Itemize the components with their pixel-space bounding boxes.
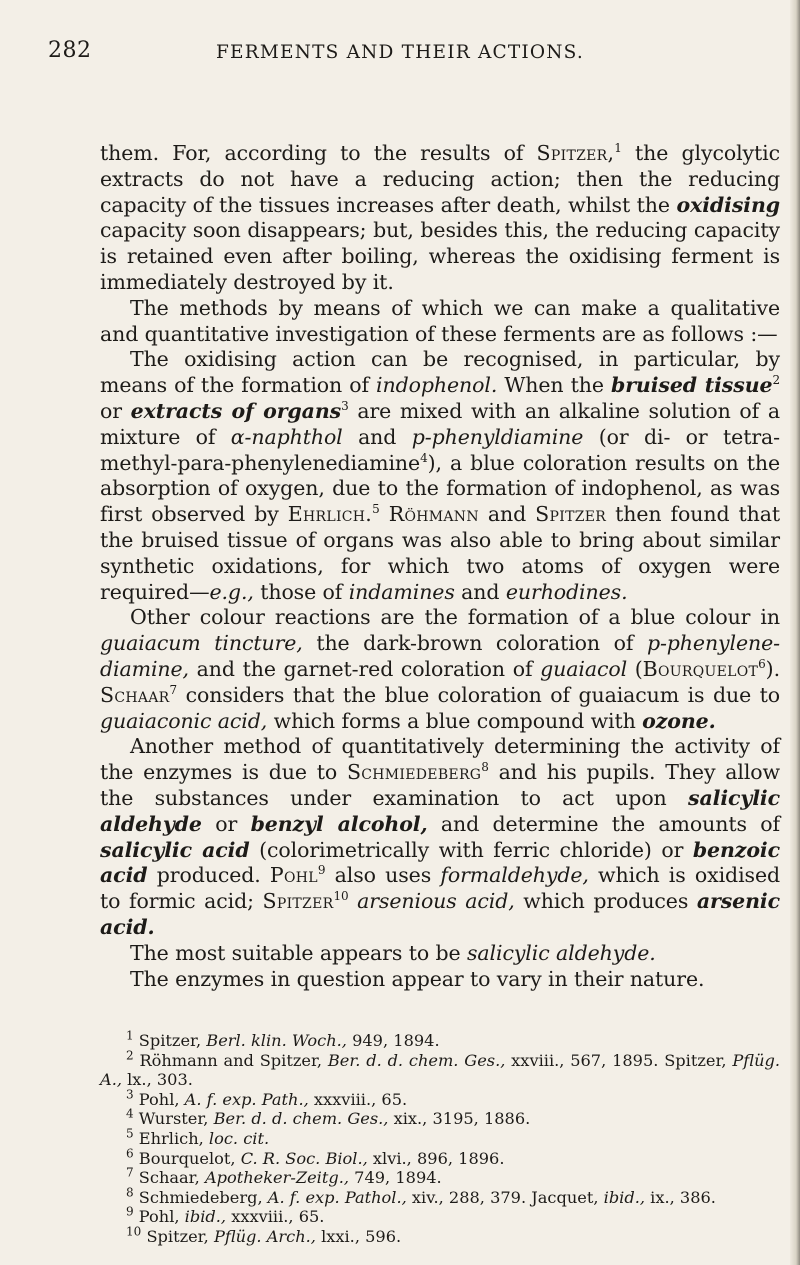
text-run: Pohl, (138, 1207, 185, 1227)
term: guaiacum tincture, (100, 631, 303, 656)
text-run: xix., 3195, 1886. (388, 1109, 531, 1129)
emphasis: ozone. (642, 708, 716, 733)
text-run: and the garnet-red coloration of (188, 656, 541, 681)
emphasis: oxidising (676, 192, 780, 217)
text-run: (colorimetrically with ferric chloride) or (249, 837, 693, 862)
footnote-9 (100, 1204, 780, 1227)
author-name: Pohl (269, 863, 318, 888)
text-run: and (342, 424, 412, 449)
text-run: xlvi., 896, 1896. (367, 1148, 505, 1168)
text-run: Schmiedeberg, (138, 1187, 268, 1207)
author-name: Schaar (100, 682, 170, 707)
paragraph-3 (100, 347, 780, 605)
author-name: Spitzer (535, 502, 607, 527)
author-name: Röhmann (388, 502, 479, 527)
text-run: Other colour reactions are the formation of a blue colour in (130, 605, 780, 630)
footnote-ref: 4 (420, 450, 428, 465)
footnote-8 (100, 1185, 780, 1208)
text-run: ). (765, 656, 780, 681)
footnote-5 (100, 1126, 780, 1149)
author-name: Bourquelot (642, 656, 759, 681)
text-run: produced. (147, 863, 270, 888)
text-run: then found that the bruised tissue of organs was also able to bring about similar synthetic oxidations, for which two atoms of oxygen were required— (100, 502, 780, 604)
text-run: ( (627, 656, 643, 681)
text-run: those of (253, 579, 349, 604)
journal: ibid., (603, 1187, 646, 1207)
author-name: Spitzer, (536, 141, 615, 165)
footnote-number: 5 (126, 1126, 134, 1141)
text-run: which forms a blue compound with (267, 708, 643, 733)
main-text (100, 141, 780, 992)
page-header (0, 38, 800, 68)
journal: C. R. Soc. Biol., (240, 1148, 368, 1168)
text-run: lxxi., 596. (315, 1226, 402, 1246)
text-run: also uses (325, 863, 441, 888)
text-run: 949, 1894. (346, 1031, 440, 1050)
paragraph-7: The enzymes in question appear to vary in their nature. (130, 966, 705, 991)
emphasis: arsenic acid. (100, 889, 780, 939)
footnote-1 (100, 1028, 780, 1051)
term: α-naphthol (230, 424, 343, 449)
text-run: ), a blue coloration results on the absorption of oxygen, due to the formation of indophenol, as was first observed by (100, 450, 780, 527)
text-run: Schaar, (138, 1168, 205, 1188)
author-name: Schmiedeberg (346, 760, 482, 785)
paragraph-5 (100, 734, 780, 940)
text-run: capacity soon disappears; but, besides this, the reducing capacity is retained even after boiling, whereas the oxidising ferment is immediately destroyed by it. (100, 218, 780, 294)
text-run: 749, 1894. (349, 1168, 442, 1188)
footnote-number: 4 (126, 1106, 134, 1121)
paragraph-1 (100, 141, 780, 296)
journal: Pflüg. A., (100, 1050, 780, 1090)
text-run: Spitzer, (146, 1226, 214, 1246)
text-run: which produces (514, 889, 697, 914)
text-run: xxxviii., 65. (226, 1207, 325, 1227)
footnote-number: 8 (126, 1185, 134, 1200)
footnote-number: 3 (126, 1087, 134, 1102)
text-run: and his pupils. They allow the substances under examination to act upon (100, 760, 780, 810)
footnote-number: 9 (126, 1204, 134, 1219)
term: indophenol. (376, 373, 498, 398)
text-run: xxxviii., 65. (308, 1089, 408, 1109)
text-run: the glycolytic extracts do not have a reducing action; then the reducing capacity of the tissues increases after death, whilst the (100, 141, 780, 217)
text-run: or (201, 811, 251, 836)
emphasis: benzoic acid (100, 837, 780, 888)
footnote-3 (100, 1087, 780, 1110)
journal: Pflüg. Arch., (213, 1226, 316, 1246)
text-run (349, 889, 358, 913)
text-run: or (100, 398, 131, 423)
text-run: are mixed with an alkaline solution of a mixture of (100, 398, 780, 449)
text-run: Spitzer, (138, 1031, 207, 1050)
text-run: Bourquelot, (138, 1148, 241, 1168)
page-number: 282 (48, 38, 92, 63)
text-run: the dark-brown coloration of (302, 631, 647, 656)
term: guaiaconic acid, (100, 708, 268, 733)
term: p-phenylene-diamine, (100, 631, 780, 681)
running-head: FERMENTS AND THEIR ACTIONS. (216, 42, 584, 63)
text-run: and (454, 579, 506, 604)
author-name: Ehrlich. (287, 502, 373, 527)
text-run: Pohl, (138, 1089, 185, 1109)
paragraph-4 (100, 605, 780, 734)
text-run: Wurster, (138, 1109, 214, 1129)
term: salicylic aldehyde. (466, 940, 656, 965)
text-run (380, 502, 389, 526)
emphasis: salicylic aldehyde (100, 785, 780, 836)
journal: loc. cit. (208, 1128, 270, 1148)
text-run: Another method of quantitatively determining the activity of the enzymes is due to (100, 734, 780, 785)
term: p-phenyldiamine (411, 424, 584, 449)
term: eurhodines. (505, 579, 628, 604)
footnote-ref: 6 (758, 657, 766, 672)
term: arsenious acid, (357, 889, 515, 914)
text-run: When the (497, 373, 611, 398)
text-run: lx., 303. (121, 1070, 193, 1090)
page-edge (790, 0, 800, 1265)
footnote-ref: 2 (772, 373, 780, 388)
text-run: Röhmann and Spitzer, (139, 1050, 328, 1070)
text-run: The most suitable appears to be (130, 940, 467, 965)
term: formaldehyde, (440, 863, 589, 888)
footnote-number: 1 (126, 1028, 134, 1043)
term: guaiacol (540, 656, 628, 681)
emphasis: benzyl alcohol, (250, 811, 428, 836)
author-name: Spitzer (262, 889, 334, 914)
footnote-number: 6 (126, 1146, 134, 1161)
footnote-ref: 7 (169, 682, 178, 697)
footnote-ref: 8 (481, 760, 489, 775)
footnote-number: 7 (126, 1165, 134, 1180)
paragraph-6 (100, 941, 780, 967)
footnote-2 (100, 1048, 780, 1090)
term: e.g., (209, 579, 254, 604)
footnote-number: 10 (126, 1224, 142, 1239)
footnote-ref: 9 (317, 863, 326, 878)
journal: Ber. d. d. chem. Ges., (327, 1050, 506, 1070)
text-run: them. For, according to the results of (100, 141, 537, 165)
journal: A. f. exp. Pathol., (267, 1187, 407, 1207)
footnote-ref: 10 (333, 889, 349, 904)
footnote-number: 2 (126, 1048, 134, 1063)
footnote-ref: 5 (372, 502, 380, 517)
footnote-7 (100, 1165, 780, 1188)
journal: A. f. exp. Path., (184, 1089, 309, 1109)
text-run: which is oxidised to formic acid; (100, 863, 781, 914)
text-run: Ehrlich, (138, 1128, 209, 1148)
text-run: The oxidising action can be recognised, in particular, by means of the formation of (100, 347, 780, 398)
footnote-ref: 3 (341, 399, 349, 414)
text-run: xxviii., 567, 1895. Spitzer, (505, 1050, 733, 1070)
text-run: considers that the blue coloration of guaiacum is due to (177, 682, 780, 707)
journal: ibid., (184, 1207, 227, 1227)
footnote-10 (100, 1224, 780, 1247)
journal: Apotheker-Zeitg., (204, 1168, 350, 1188)
paragraph-2: The methods by means of which we can make a qualitative and quantitative investigation of these ferments are as follows :— (100, 295, 780, 346)
journal: Berl. klin. Woch., (206, 1031, 347, 1050)
text-run: and determine the amounts of (427, 811, 780, 836)
term: indamines (348, 579, 455, 604)
footnote-6 (100, 1146, 780, 1169)
text-run: ix., 386. (645, 1187, 716, 1207)
footnote-4 (100, 1106, 780, 1129)
text-run: xiv., 288, 379. Jacquet, (406, 1187, 604, 1207)
emphasis: extracts of organs (130, 398, 342, 423)
emphasis: salicylic acid (100, 837, 250, 862)
text-run: (or di- or tetra-methyl-para-phenylenediamine (100, 424, 780, 475)
emphasis: bruised tissue (611, 373, 773, 398)
footnotes (100, 1028, 780, 1247)
footnote-ref: 1 (614, 141, 622, 156)
text-run: and (478, 502, 536, 527)
journal: Ber. d. d. chem. Ges., (213, 1109, 389, 1129)
